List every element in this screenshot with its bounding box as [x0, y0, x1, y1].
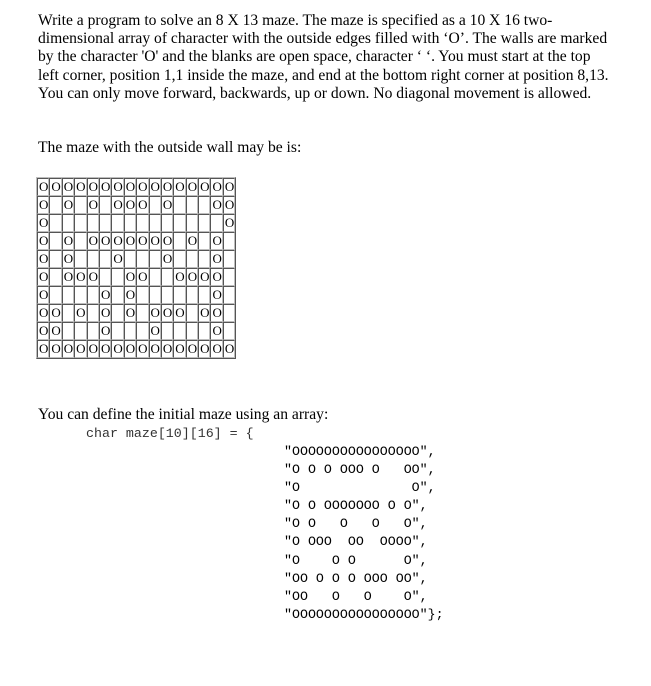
maze-cell: O	[76, 305, 86, 320]
maze-cell: O	[88, 233, 98, 248]
maze-cell: O	[88, 197, 98, 212]
maze-cell: O	[162, 341, 173, 356]
maze-cell: O	[162, 233, 173, 248]
maze-cell: O	[51, 305, 61, 320]
maze-cell: O	[138, 269, 148, 284]
maze-cell	[173, 232, 185, 250]
maze-cell	[62, 214, 74, 232]
maze-cell	[99, 196, 111, 214]
maze-row	[37, 232, 235, 250]
maze-cell: O	[39, 233, 49, 248]
maze-cell	[210, 214, 222, 232]
maze-cell	[223, 250, 235, 268]
code-row: "O O O OOO O OO",	[284, 462, 436, 478]
maze-cell: O	[125, 233, 136, 248]
maze-cell	[49, 214, 61, 232]
maze-cell	[149, 268, 161, 286]
maze-cell	[223, 232, 235, 250]
maze-cell: O	[187, 341, 198, 356]
maze-cell: O	[100, 179, 111, 194]
maze-cell	[186, 250, 198, 268]
code-row: "OOOOOOOOOOOOOOOO"};	[284, 606, 444, 622]
maze-cell: O	[125, 341, 136, 356]
array-caption: You can define the initial maze using an array:	[38, 406, 329, 423]
maze-cell: O	[39, 251, 49, 266]
maze-cell: O	[39, 323, 49, 338]
maze-cell: O	[138, 197, 148, 212]
maze-cell: O	[51, 323, 61, 338]
maze-cell: O	[212, 341, 222, 356]
maze-cell: O	[224, 341, 235, 356]
maze-cell	[87, 214, 99, 232]
maze-cell: O	[125, 269, 136, 284]
maze-cell: O	[162, 179, 173, 194]
maze-row	[37, 178, 235, 196]
maze-cell: O	[51, 341, 61, 356]
maze-cell: O	[200, 305, 210, 320]
maze-row	[37, 340, 235, 358]
maze-cell	[49, 232, 61, 250]
maze-cell: O	[175, 305, 185, 320]
maze-cell: O	[125, 197, 136, 212]
maze-cell: O	[212, 305, 222, 320]
maze-cell	[173, 250, 185, 268]
code-row: "O O",	[284, 480, 436, 496]
maze-cell: O	[113, 251, 123, 266]
maze-cell: O	[76, 179, 86, 194]
maze-cell	[173, 322, 185, 340]
maze-cell: O	[125, 305, 136, 320]
maze-cell: O	[224, 179, 235, 194]
maze-cell	[111, 214, 123, 232]
maze-cell: O	[39, 341, 49, 356]
maze-cell: O	[113, 341, 123, 356]
maze-cell	[198, 214, 210, 232]
maze-cell	[149, 214, 161, 232]
maze-row	[37, 322, 235, 340]
maze-cell: O	[125, 287, 136, 302]
maze-cell: O	[162, 305, 173, 320]
maze-cell	[161, 322, 173, 340]
maze-cell	[62, 304, 74, 322]
maze-cell: O	[212, 197, 222, 212]
maze-cell: O	[200, 341, 210, 356]
maze-cell: O	[187, 269, 198, 284]
maze-grid	[36, 177, 236, 359]
maze-cell	[136, 286, 148, 304]
maze-cell	[74, 286, 86, 304]
maze-cell: O	[76, 269, 86, 284]
maze-cell: O	[150, 341, 160, 356]
maze-cell: O	[39, 197, 49, 212]
maze-cell: O	[63, 251, 74, 266]
code-row: "O OOO OO OOOO",	[284, 534, 428, 550]
maze-cell	[186, 286, 198, 304]
maze-cell	[198, 286, 210, 304]
maze-row	[37, 268, 235, 286]
maze-cell	[223, 268, 235, 286]
maze-cell	[111, 304, 123, 322]
maze-cell	[223, 322, 235, 340]
maze-cell: O	[138, 341, 148, 356]
maze-cell: O	[224, 215, 235, 230]
maze-cell	[186, 196, 198, 214]
code-row: "OOOOOOOOOOOOOOOO",	[284, 444, 436, 459]
maze-cell	[223, 286, 235, 304]
code-row: "OO O O O",	[284, 588, 428, 604]
maze-cell	[111, 268, 123, 286]
maze-cell	[136, 304, 148, 322]
maze-cell	[124, 322, 136, 340]
maze-cell	[149, 250, 161, 268]
maze-cell: O	[138, 233, 148, 248]
maze-cell	[49, 250, 61, 268]
maze-cell	[173, 196, 185, 214]
maze-cell: O	[175, 269, 185, 284]
maze-cell: O	[162, 251, 173, 266]
maze-cell: O	[88, 179, 98, 194]
maze-cell	[87, 304, 99, 322]
maze-cell: O	[100, 305, 111, 320]
maze-cell: O	[63, 233, 74, 248]
maze-cell	[173, 214, 185, 232]
maze-cell: O	[88, 341, 98, 356]
maze-cell	[186, 304, 198, 322]
maze-cell: O	[138, 179, 148, 194]
maze-cell: O	[39, 179, 49, 194]
maze-cell: O	[100, 341, 111, 356]
maze-cell	[87, 250, 99, 268]
maze-cell	[223, 304, 235, 322]
maze-cell	[149, 196, 161, 214]
problem-statement: Write a program to solve an 8 X 13 maze. The maze is specified as a 10 X 16 two-dimensional array of character with the outside edges filled with ‘O’. The walls are marked by the character 'O' and the blanks are open space, character ‘ ‘. You must start at the top left corner, position 1,1 inside the maze, and end at the bottom right corner at position 8,13. You can only move forward, backwards, up or down. No diagonal movement is allowed.	[38, 12, 609, 102]
maze-cell	[74, 232, 86, 250]
maze-cell: O	[88, 269, 98, 284]
maze-cell: O	[224, 197, 235, 212]
maze-cell: O	[187, 179, 198, 194]
maze-cell	[198, 322, 210, 340]
maze-cell: O	[63, 179, 74, 194]
maze-cell	[198, 232, 210, 250]
maze-cell	[99, 268, 111, 286]
maze-cell: O	[63, 269, 74, 284]
maze-cell: O	[63, 341, 74, 356]
code-row: "O O O O O",	[284, 516, 428, 532]
maze-row	[37, 214, 235, 232]
maze-caption: The maze with the outside wall may be is:	[38, 139, 302, 156]
maze-cell: O	[100, 323, 111, 338]
maze-row	[37, 286, 235, 304]
maze-cell	[74, 250, 86, 268]
maze-cell: O	[150, 179, 160, 194]
maze-cell: O	[175, 341, 185, 356]
maze-cell	[136, 322, 148, 340]
maze-cell: O	[162, 197, 173, 212]
maze-cell: O	[212, 251, 222, 266]
maze-cell	[136, 214, 148, 232]
maze-cell	[149, 286, 161, 304]
maze-cell: O	[63, 197, 74, 212]
maze-cell	[99, 214, 111, 232]
maze-row	[37, 250, 235, 268]
maze-cell	[186, 214, 198, 232]
maze-cell	[111, 322, 123, 340]
code-row: "O O OOOOOOO O O",	[284, 498, 428, 514]
maze-cell: O	[187, 233, 198, 248]
maze-cell: O	[200, 179, 210, 194]
maze-cell	[198, 196, 210, 214]
maze-cell	[74, 196, 86, 214]
maze-cell: O	[212, 269, 222, 284]
maze-cell	[161, 286, 173, 304]
maze-cell: O	[113, 233, 123, 248]
maze-cell	[62, 286, 74, 304]
maze-cell: O	[175, 179, 185, 194]
maze-cell: O	[200, 269, 210, 284]
maze-cell	[124, 250, 136, 268]
maze-cell: O	[212, 287, 222, 302]
maze-cell	[136, 250, 148, 268]
maze-cell	[62, 322, 74, 340]
maze-cell: O	[212, 233, 222, 248]
maze-cell: O	[212, 323, 222, 338]
maze-cell	[198, 250, 210, 268]
maze-row	[37, 304, 235, 322]
maze-cell: O	[51, 179, 61, 194]
maze-cell	[49, 268, 61, 286]
maze-cell	[173, 286, 185, 304]
maze-cell: O	[39, 287, 49, 302]
code-declaration: char maze[10][16] = {	[86, 426, 254, 441]
maze-cell: O	[100, 233, 111, 248]
maze-cell	[87, 286, 99, 304]
maze-cell: O	[39, 215, 49, 230]
maze-cell	[49, 196, 61, 214]
maze-cell	[87, 322, 99, 340]
maze-row	[37, 196, 235, 214]
maze-cell	[186, 322, 198, 340]
code-row: "OO O O O OOO OO",	[284, 570, 428, 586]
maze-cell: O	[39, 305, 49, 320]
maze-cell	[124, 214, 136, 232]
maze-cell: O	[212, 179, 222, 194]
maze-cell	[99, 250, 111, 268]
maze-cell: O	[113, 179, 123, 194]
maze-cell: O	[100, 287, 111, 302]
maze-cell	[74, 322, 86, 340]
maze-cell: O	[150, 233, 160, 248]
maze-cell: O	[113, 197, 123, 212]
maze-cell	[161, 268, 173, 286]
maze-cell	[111, 286, 123, 304]
maze-cell	[161, 214, 173, 232]
maze-cell: O	[150, 323, 160, 338]
maze-cell: O	[76, 341, 86, 356]
maze-cell	[74, 214, 86, 232]
maze-cell: O	[125, 179, 136, 194]
maze-cell: O	[39, 269, 49, 284]
maze-cell: O	[150, 305, 160, 320]
code-rows	[284, 443, 444, 624]
maze-cell	[49, 286, 61, 304]
code-row: "O O O O",	[284, 552, 428, 568]
